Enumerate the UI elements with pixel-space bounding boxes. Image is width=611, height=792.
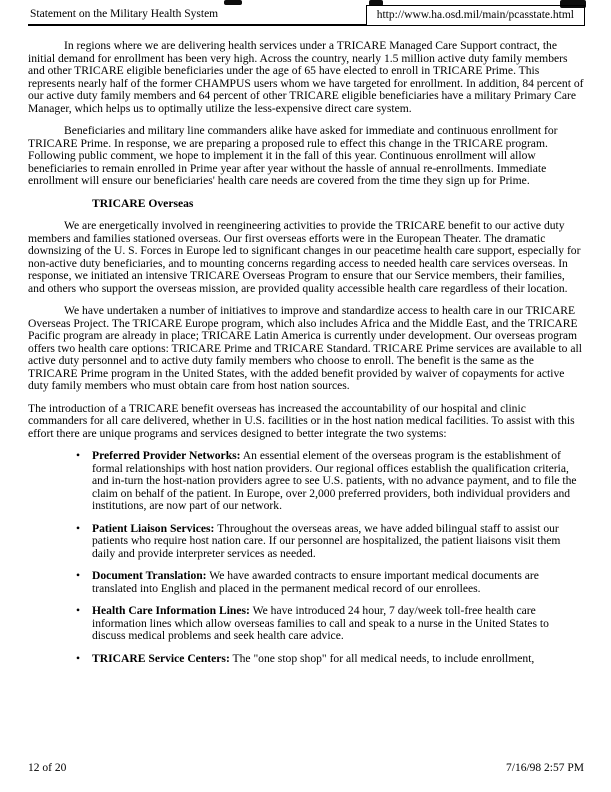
section-heading: TRICARE Overseas [92, 196, 194, 210]
document-title: Statement on the Military Health System [28, 5, 366, 26]
document-body [28, 40, 584, 675]
list-item [92, 605, 584, 643]
print-header [28, 5, 585, 26]
paragraph: Beneficiaries and military line commanders alike have asked for immediate and continuous enrollment for TRICARE Prime. In response, we are preparing a proposed rule to effect this change in the TRICARE program. Following public comment, we hope to implement it in the fall of this year. Continuous enrollment will allow beneficiaries to remain enrolled in Prime year after year without the hassle of annual re-enrollments. Immediate enrollment will ensure our beneficiaries' health care needs are covered from the time they sign up for Prime. [28, 124, 558, 187]
bullet-label: TRICARE Service Centers: [92, 651, 230, 665]
bullet-label: Preferred Provider Networks: [92, 449, 241, 462]
bullet-label: Health Care Information Lines: [92, 604, 250, 617]
bullet-text: The "one stop shop" for all medical needs, to include enrollment, [232, 651, 535, 665]
list-item [92, 570, 584, 595]
list-item [92, 523, 584, 561]
bullet-list [28, 450, 584, 665]
print-footer [28, 762, 584, 774]
list-item [92, 450, 584, 513]
bullet-text: We have awarded contracts to ensure important medical documents are translated into English and placed in the permanent medical record of our enrollees. [92, 569, 539, 595]
bullet-text: We have introduced 24 hour, 7 day/week toll-free health care information lines which allow overseas families to call and speak to a nurse in the United States to discuss medical problems and seek health care advice. [92, 604, 549, 642]
source-url: http://www.ha.osd.mil/main/pcasstate.html [366, 5, 585, 26]
timestamp: 7/16/98 2:57 PM [506, 762, 584, 774]
page-number: 12 of 20 [28, 762, 67, 774]
paragraph: We have undertaken a number of initiatives to improve and standardize access to health care in our TRICARE Overseas Project. The TRICARE Europe program, which also includes Africa and the Middle East, and the TRICARE Pacific program are already in place; TRICARE Latin America is currently under development. Our overseas program offers two health care options: TRICARE Prime and TRICARE Standard. TRICARE Prime services are available to all active duty personnel and to active duty family members who choose to enroll. The benefit is the same as the TRICARE Prime program in the United States, with the added benefit provided by waiver of copayments for active duty family members who must obtain care from host nation sources. [28, 304, 582, 392]
bullet-label: Patient Liaison Services: [92, 521, 215, 535]
list-item [92, 653, 584, 666]
paragraph: The introduction of a TRICARE benefit overseas has increased the accountability of our hospital and clinic commanders for all care delivered, whether in U.S. facilities or in the host nation medical facilities. To assist with this effort there are unique programs and services designed to better integrate the two systems: [28, 401, 575, 440]
paragraph: In regions where we are delivering health services under a TRICARE Managed Care Support contract, the initial demand for enrollment has been very high. Across the country, nearly 1.5 million active duty family members and other TRICARE eligible beneficiaries under the age of 65 have elected to enroll in TRICARE Prime. This represents nearly half of the former CHAMPUS users whom we have targeted for enrollment. In addition, 84 percent of our active duty family members and 64 percent of other TRICARE eligible beneficiaries have a military Primary Care Manager, which helps us to optimally utilize the less-expensive direct care system. [28, 39, 584, 115]
paragraph: We are energetically involved in reengineering activities to provide the TRICARE benefit to our active duty members and families stationed overseas. Our first overseas efforts were in the European Theater. The dramatic downsizing of the U. S. Forces in Europe led to significant changes in our peacetime health care support, especially for non-active duty beneficiaries, and to mounting concerns regarding access to needed health care services overseas. In response, we initiated an intensive TRICARE Overseas Program to ensure that our Service members, their families, and others who support the overseas mission, are provided quality accessible health care regardless of their location. [28, 219, 581, 295]
bullet-label: Document Translation: [92, 569, 207, 582]
bullet-text: An essential element of the overseas program is the establishment of formal relationships with host nation providers. Our regional offices establish the qualification criteria, and in-turn the host-nation providers agree to see U.S. patients, with no advance payment, and to file the claim on behalf of the patient. In Europe, over 2,000 preferred providers, both individual providers and institutions, are now part of our network. [92, 449, 577, 512]
bullet-text: Throughout the overseas areas, we have added bilingual staff to assist our patients who require host nation care. If our personnel are hospitalized, the patient liaisons visit them daily and provide interpreter services as needed. [92, 521, 561, 560]
